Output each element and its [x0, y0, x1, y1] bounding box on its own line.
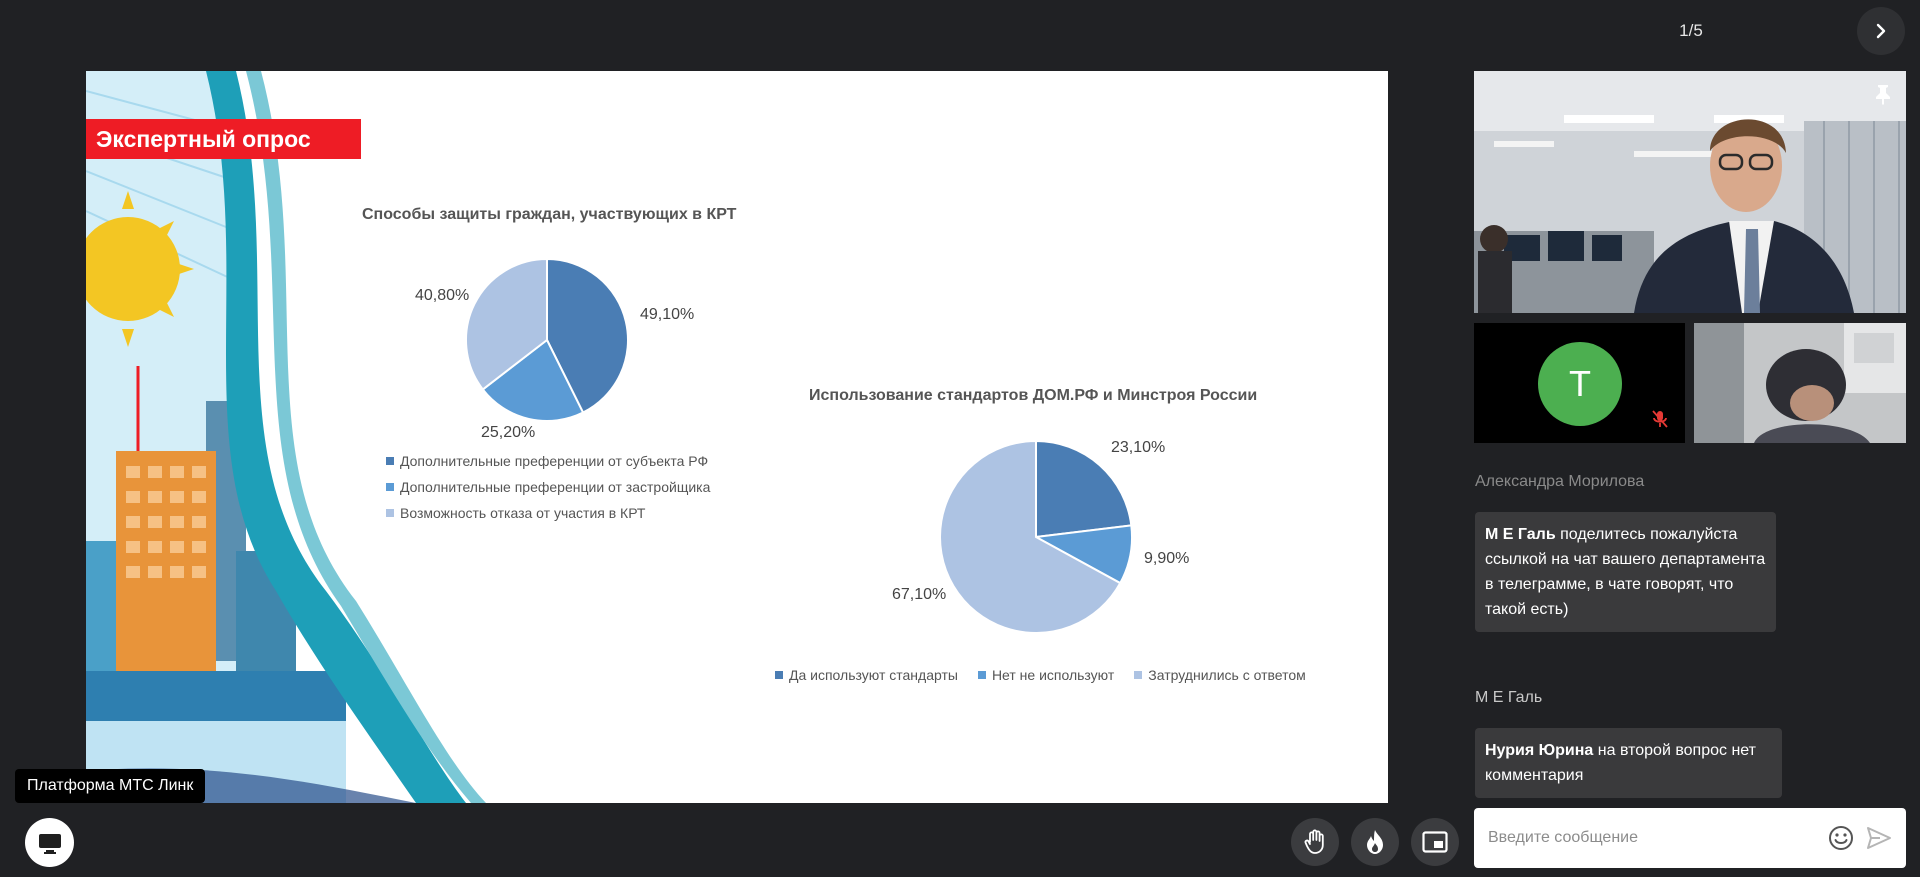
- screen-share-icon: [38, 832, 62, 854]
- chat-mention: М Е Галь: [1485, 526, 1556, 543]
- legend-label: Дополнительные преференции от субъекта РФ: [400, 453, 709, 469]
- chat-message-bubble: [1475, 512, 1776, 632]
- chat-message-bubble: [1475, 728, 1782, 798]
- legend-item: [1134, 667, 1305, 683]
- mic-off-icon: [1651, 409, 1669, 434]
- legend-label: Возможность отказа от участия в КРТ: [400, 505, 646, 521]
- participant-tile-t[interactable]: [1474, 323, 1685, 443]
- presentation-slide: [86, 71, 1388, 803]
- share-tooltip: Платформа МТС Линк: [15, 769, 205, 803]
- legend-swatch: [386, 509, 394, 517]
- slide-page-counter: 1/5: [1679, 21, 1703, 40]
- pie1-label-1: 25,20%: [481, 424, 536, 441]
- emoji-button[interactable]: [1828, 825, 1854, 851]
- send-icon: [1866, 826, 1892, 850]
- chevron-right-icon: [1871, 21, 1891, 41]
- chat-message-text: на второй вопрос нет комментария: [1485, 742, 1756, 784]
- pie2-legend: [775, 667, 1306, 683]
- legend-item: [386, 479, 710, 495]
- legend-item: [386, 453, 710, 469]
- pie-chart-2: [939, 440, 1133, 634]
- send-button[interactable]: [1866, 826, 1892, 850]
- pin-icon: [1874, 83, 1892, 105]
- legend-label: Затруднились с ответом: [1148, 667, 1306, 683]
- emoji-icon: [1828, 825, 1854, 851]
- legend-label: Дополнительные преференции от застройщика: [400, 479, 711, 495]
- pie2-label-2: 67,10%: [892, 586, 947, 603]
- legend-label: Нет не используют: [991, 667, 1115, 683]
- chart-1-title: Способы защиты граждан, участвующих в КРТ: [362, 206, 737, 223]
- legend-swatch: [1134, 671, 1142, 679]
- reactions-button[interactable]: [1351, 818, 1399, 866]
- pie-chart-1: [465, 258, 629, 422]
- participant-video-frame: [1694, 323, 1906, 443]
- picture-in-picture-button[interactable]: [1411, 818, 1459, 866]
- legend-label: Да используют стандарты: [789, 667, 958, 683]
- participant-avatar: T: [1538, 342, 1622, 426]
- legend-swatch: [386, 483, 394, 491]
- reaction-fire-icon: [1365, 829, 1385, 855]
- slide-title: Экспертный опрос: [86, 119, 361, 159]
- chat-message-text: поделитесь пожалуйста ссылкой на чат вашего департамента в телеграмме, в чате говорят, что такой есть): [1485, 526, 1766, 618]
- raise-hand-button[interactable]: [1291, 818, 1339, 866]
- screen-share-button[interactable]: [25, 818, 74, 867]
- chat-sender-name: М Е Галь: [1475, 689, 1543, 706]
- legend-item: [386, 505, 710, 521]
- pie1-label-2: 40,80%: [415, 287, 470, 304]
- chat-composer: [1474, 808, 1906, 868]
- raise-hand-icon: [1303, 829, 1327, 855]
- pie1-label-0: 49,10%: [640, 306, 695, 323]
- picture-in-picture-icon: [1422, 831, 1448, 853]
- legend-item: [978, 667, 1114, 683]
- pie1-legend: [386, 453, 710, 531]
- chat-message-input[interactable]: [1488, 829, 1816, 847]
- video-frame-illustration: [1474, 71, 1906, 313]
- pin-video-button[interactable]: [1874, 83, 1892, 110]
- pie2-label-0: 23,10%: [1111, 439, 1166, 456]
- participant-tile-video[interactable]: [1694, 323, 1906, 443]
- chat-mention: Нурия Юрина: [1485, 742, 1594, 759]
- chart-2-title: Использование стандартов ДОМ.РФ и Минстроя России: [809, 387, 1258, 404]
- chat-sender-name: Александра Морилова: [1475, 473, 1645, 490]
- next-slide-button[interactable]: [1857, 7, 1905, 55]
- main-speaker-video[interactable]: [1474, 71, 1906, 313]
- legend-swatch: [775, 671, 783, 679]
- legend-item: [775, 667, 958, 683]
- legend-swatch: [978, 671, 986, 679]
- legend-swatch: [386, 457, 394, 465]
- pie2-label-1: 9,90%: [1144, 550, 1190, 567]
